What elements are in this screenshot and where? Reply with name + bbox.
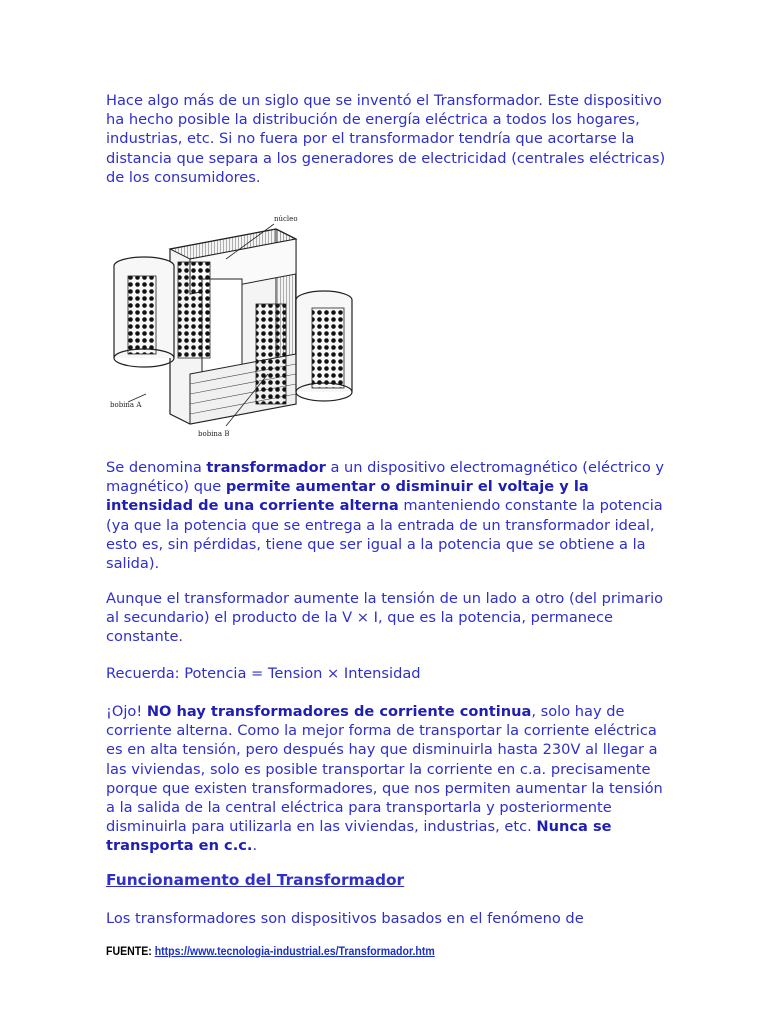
label-coil-a: bobina A — [110, 401, 142, 409]
definition-highlight: permite aumentar o disminuir el voltaje y la intensidad de una corriente alterna — [106, 478, 589, 515]
term-transformador: transformador — [206, 459, 326, 476]
section-intro-paragraph: Los transformadores son dispositivos basados en el fenómeno de — [106, 910, 584, 927]
power-constant-paragraph: Aunque el transformador aumente la tensión de un lado a otro (del primario al secundario) el producto de la V × I, que es la potencia, permanece constante. — [106, 590, 664, 646]
section-heading: Funcionamento del Transformador — [106, 871, 405, 889]
coil-b — [256, 291, 352, 404]
label-core: núcleo — [274, 215, 298, 223]
label-coil-b: bobina B — [198, 430, 230, 438]
warning-paragraph: ¡Ojo! NO hay transformadores de corriente continua, solo hay de corriente alterna. Como la mejor forma de transportar la corriente eléctrica es en alta tensión, pero después hay que disminuirla hasta 230V al llegar a las viviendas, solo es posible transportar la corriente en c.a. precisamente porque que existen transformadores, que nos permiten aumentar la tensión a la salida de la central eléctrica para transportarla y posteriormente disminuirla para utilizarla en las viviendas, industrias, etc. Nunca se transporta en c.c.. — [106, 703, 663, 855]
never-dc-highlight: Nunca se transporta en c.c. — [106, 818, 612, 855]
no-dc-highlight: NO hay transformadores de corriente continua — [146, 703, 532, 720]
intro-paragraph: Hace algo más de un siglo que se inventó el Transformador. Este dispositivo ha hecho posible la distribución de energía eléctrica a todos los hogares, industrias, etc. Si no fuera por el transformador tendría que acortarse la distancia que separa a los generadores de electricidad (centrales eléctricas) de los consumidores. — [106, 92, 666, 186]
source-label: FUENTE: — [106, 944, 155, 958]
source-line — [106, 944, 435, 958]
definition-paragraph: Se denomina transformador a un dispositivo electromagnético (eléctrico y magnético) que permite aumentar o disminuir el voltaje y la intensidad de una corriente alterna manteniendo constante la potencia (ya que la potencia que se entrega a la entrada de un transformador ideal, esto es, sin pérdidas, tiene que ser igual a la potencia que se obtiene a la salida). — [106, 459, 665, 573]
formula-paragraph: Recuerda: Potencia = Tension × Intensidad — [106, 665, 421, 682]
coil-a — [114, 257, 210, 367]
source-link[interactable]: https://www.tecnologia-industrial.es/Transformador.htm — [154, 944, 435, 958]
transformer-illustration — [106, 204, 358, 440]
